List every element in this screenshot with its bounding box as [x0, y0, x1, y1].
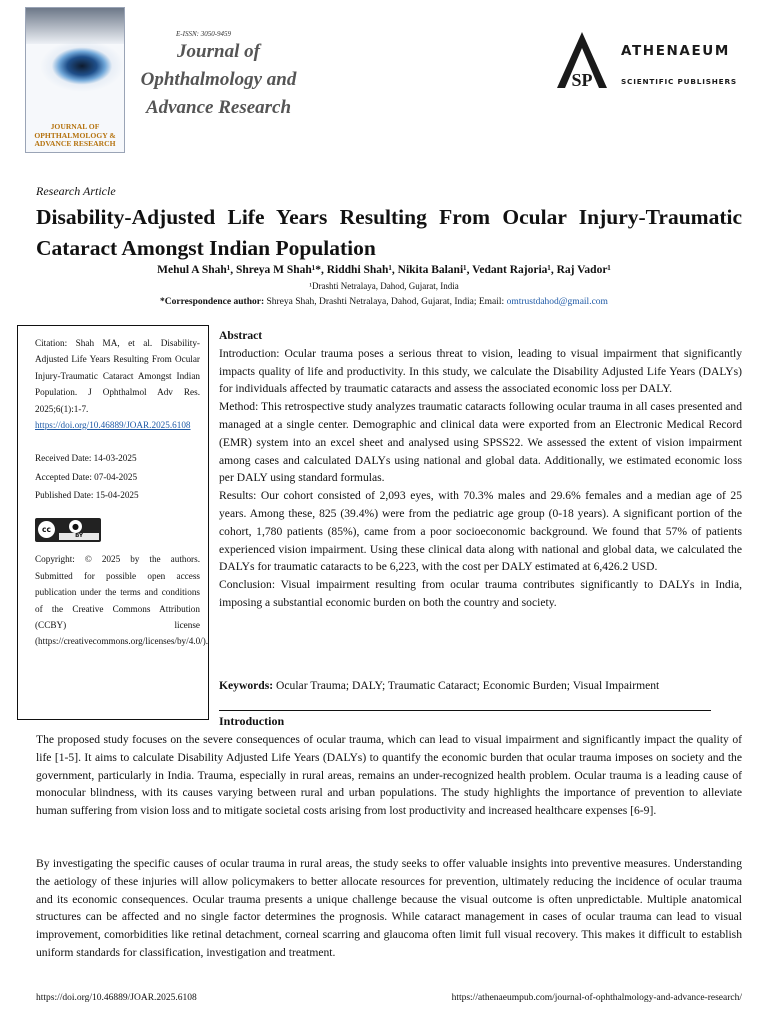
correspondence-email-link[interactable]: omtrustdahod@gmail.com	[506, 297, 608, 307]
article-info-box	[17, 325, 209, 720]
doi-link[interactable]: https://doi.org/10.46889/JOAR.2025.6108	[35, 420, 191, 431]
publisher-subtitle: SCIENTIFIC PUBLISHERS	[621, 77, 737, 86]
article-title: Disability-Adjusted Life Years Resulting From Ocular Injury-Traumatic Cataract Amongst Indian Population	[36, 205, 742, 260]
correspondence	[0, 297, 768, 307]
publisher-logo-letters: SP	[571, 70, 593, 90]
by-label: BY	[59, 533, 99, 540]
abstract-conclusion: Conclusion: Visual impairment resulting from ocular trauma contributes significantly to DALYs in India, imposing a substantial economic burden on both the country and society.	[219, 578, 742, 609]
author-list: Mehul A Shah¹, Shreya M Shah¹*, Riddhi Shah¹, Nikita Balani¹, Vedant Rajoria¹, Raj Vador¹	[157, 264, 611, 276]
abstract-method: Method: This retrospective study analyzes traumatic cataracts following ocular trauma in all cases presented and managed at a single center. Demographic and clinical data were exported from an Electronic Medical Record (EMR) system into an excel sheet and analysed using SPSS22. We assessed the extent of vision impairment among cases and calculated DALYs using national and global data. Additionally, we estimated economic loss per DALY using standard formulas.	[219, 400, 742, 485]
cc-by-license-icon[interactable]	[35, 518, 101, 542]
introduction-paragraph-1: The proposed study focuses on the severe consequences of ocular trauma, which can lead to visual impairment and significantly impact the quality of life [1-5]. It aims to calculate Disability Adjusted Life Years (DALYs) to quantify the economic burden that ocular trauma imposes on society and the government, particularly in India. Trauma, especially in rural areas, remains an under-recognized health problem. Ocular trauma is a leading cause of monocular blindness, with its causes varying between rural and urban populations. The study highlights the importance of prevention to alleviate human suffering from vision loss and to mitigate societal costs arising from lost productivity and increased healthcare expenses [6-9].	[36, 733, 742, 818]
publisher-logo-icon	[552, 30, 612, 92]
abstract-results: Results: Our cohort consisted of 2,093 eyes, with 70.3% males and 29.6% females and a median age of 25 years. Among these, 825 (39.4%) were from the pediatric age group (0-18 years). A significant portion of the cohort, 1,780 patients (85%), came from a poor socioeconomic background. We found that 57% of patients experienced vision impairment. Using these clinical data along with national and global data, we calculated the DALYs for traumatic cataracts to be 6,223, with the cost per DALY estimated at 6,426.2 USD.	[219, 489, 742, 574]
affiliation: ¹Drashti Netralaya, Dahod, Gujarat, India	[309, 281, 459, 291]
cc-icon: cc	[38, 521, 55, 538]
keywords	[219, 679, 749, 692]
correspondence-text: Shreya Shah, Drashti Netralaya, Dahod, Gujarat, India; Email:	[264, 297, 507, 307]
eissn: E-ISSN: 3050-9459	[176, 30, 232, 38]
received-date: Received Date: 14-03-2025	[35, 453, 137, 464]
person-icon: ●	[69, 520, 82, 533]
abstract-section	[219, 327, 742, 612]
copyright-notice: Copyright: © 2025 by the authors. Submitted for possible open access publication under the terms and conditions of the Creative Commons Attribution (CCBY) license (https://creativecommons.org/licenses/by/4.0/).	[35, 554, 209, 647]
footer-url[interactable]: https://athenaeumpub.com/journal-of-ophthalmology-and-advance-research/	[451, 993, 742, 1003]
introduction-paragraph-2: By investigating the specific causes of ocular trauma in rural areas, the study seeks to offer valuable insights into preventive measures. Understanding the aetiology of these injuries will allow policymakers to better allocate resources for prevention, ultimately reducing the incidence of ocular trauma and its economic consequences. Ocular trauma presents a unique challenge because the visual outcome is often unpredictable. Multiple anatomical structures can be affected and no single factor determines the prognosis. While cataract management in cases of ocular trauma can lead to visual improvement, comorbidities like retinal detachment, corneal scarring and glaucoma often limit full visual recovery. This makes it difficult to establish uniform standards for classification, investigation and treatment.	[36, 857, 742, 959]
citation: Citation: Shah MA, et al. Disability-Adjusted Life Years Resulting From Ocular Injury-Traumatic Cataract Amongst Indian Population. J Ophthalmol Adv Res. 2025;6(1):1-7.	[35, 338, 200, 414]
article-type: Research Article	[36, 184, 116, 198]
published-date: Published Date: 15-04-2025	[35, 490, 139, 501]
abstract-introduction: Introduction: Ocular trauma poses a serious threat to vision, leading to visual impairment that significantly impacts quality of life and productivity. In this study, we calculate the Disability Adjusted Life Years (DALYs) for individuals affected by traumatic cataracts and assess the associated economic loss per DALY.	[219, 346, 742, 396]
keywords-label: Keywords:	[219, 679, 274, 692]
footer-doi[interactable]: https://doi.org/10.46889/JOAR.2025.6108	[36, 993, 197, 1003]
cover-eye-shade	[26, 8, 124, 44]
cover-title: JOURNAL OF OPHTHALMOLOGY & ADVANCE RESEARCH	[34, 122, 116, 149]
journal-name: Journal of Ophthalmology and Advance Research	[140, 41, 297, 118]
accepted-date: Accepted Date: 07-04-2025	[35, 471, 138, 482]
dates	[35, 449, 200, 505]
introduction-heading: Introduction	[219, 714, 285, 728]
section-divider	[219, 710, 711, 711]
abstract-heading: Abstract	[219, 329, 263, 342]
keywords-list: Ocular Trauma; DALY; Traumatic Cataract; Economic Burden; Visual Impairment	[273, 679, 660, 692]
publisher-name: ATHENAEUM	[621, 43, 730, 59]
correspondence-label: *Correspondence author:	[160, 297, 265, 307]
journal-cover-image	[25, 7, 125, 153]
